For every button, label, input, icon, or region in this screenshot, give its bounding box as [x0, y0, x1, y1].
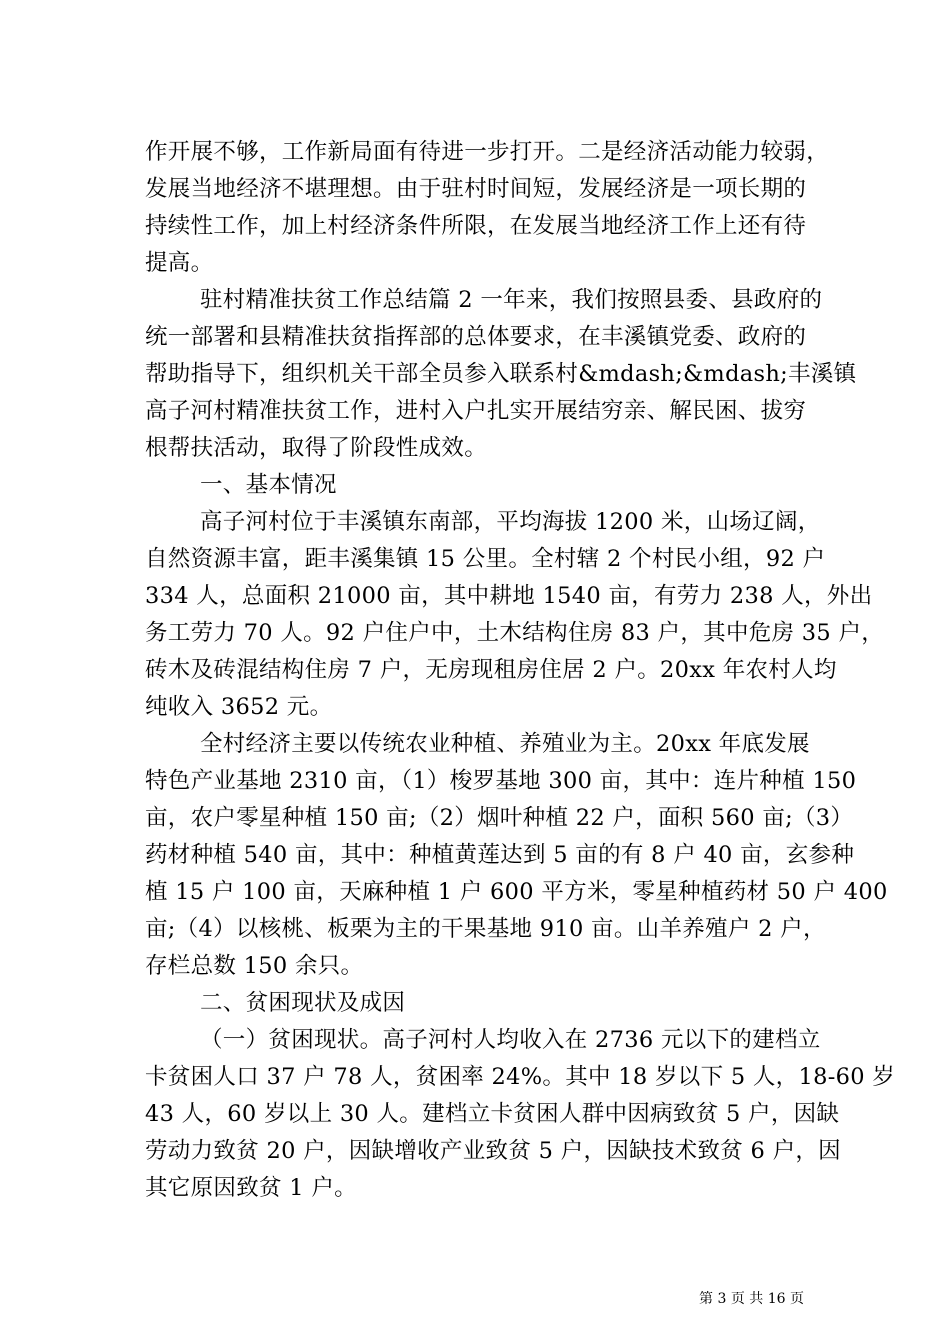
- section-heading: 二、贫困现状及成因: [200, 990, 406, 1016]
- text-line: 发展当地经济不堪理想。由于驻村时间短，发展经济是一项长期的: [145, 176, 807, 202]
- text-line: 其它原因致贫 1 户。: [145, 1175, 357, 1201]
- text-line: （一）贫困现状。高子河村人均收入在 2736 元以下的建档立: [200, 1027, 821, 1053]
- text-line: 334 人，总面积 21000 亩，其中耕地 1540 亩，有劳力 238 人，外出: [145, 583, 873, 609]
- text-line: 提高。: [145, 250, 214, 276]
- text-line: 植 15 户 100 亩，天麻种植 1 户 600 平方米，零星种植药材 50 户 400: [145, 879, 888, 905]
- section-heading: 一、基本情况: [200, 472, 337, 498]
- text-line: 亩;（4）以核桃、板栗为主的干果基地 910 亩。山羊养殖户 2 户，: [145, 916, 826, 942]
- text-line: 作开展不够，工作新局面有待进一步打开。二是经济活动能力较弱，: [145, 139, 830, 165]
- text-line: 持续性工作，加上村经济条件所限，在发展当地经济工作上还有待: [145, 213, 807, 239]
- text-line: 砖木及砖混结构住房 7 户，无房现租房住居 2 户。20xx 年农村人均: [145, 657, 837, 683]
- text-line: 帮助指导下，组织机关干部全员参入联系村&mdash;&mdash;丰溪镇: [145, 361, 857, 387]
- text-line: 驻村精准扶贫工作总结篇 2 一年来，我们按照县委、县政府的: [200, 287, 823, 313]
- text-line: 亩，农户零星种植 150 亩;（2）烟叶种植 22 户，面积 560 亩;（3）: [145, 805, 854, 831]
- text-line: 存栏总数 150 余只。: [145, 953, 364, 979]
- text-line: 药材种植 540 亩，其中：种植黄莲达到 5 亩的有 8 户 40 亩，玄参种: [145, 842, 855, 868]
- text-line: 统一部署和县精准扶贫指挥部的总体要求，在丰溪镇党委、政府的: [145, 324, 807, 350]
- text-line: 全村经济主要以传统农业种植、养殖业为主。20xx 年底发展: [200, 731, 810, 757]
- text-line: 根帮扶活动，取得了阶段性成效。: [145, 435, 488, 461]
- text-line: 务工劳力 70 人。92 户住户中，土木结构住房 83 户，其中危房 35 户，: [145, 620, 885, 646]
- page-number: 第 3 页 共 16 页: [699, 1291, 804, 1307]
- text-line: 高子河村精准扶贫工作，进村入户扎实开展结穷亲、解民困、拔穷: [145, 398, 807, 424]
- text-line: 卡贫困人口 37 户 78 人，贫困率 24%。其中 18 岁以下 5 人，18-60 岁: [145, 1064, 896, 1090]
- text-line: 高子河村位于丰溪镇东南部，平均海拔 1200 米，山场辽阔，: [200, 509, 821, 535]
- text-line: 自然资源丰富，距丰溪集镇 15 公里。全村辖 2 个村民小组，92 户: [145, 546, 826, 572]
- text-line: 劳动力致贫 20 户，因缺增收产业致贫 5 户，因缺技术致贫 6 户，因: [145, 1138, 841, 1164]
- text-line: 纯收入 3652 元。: [145, 694, 333, 720]
- text-line: 43 人，60 岁以上 30 人。建档立卡贫困人群中因病致贫 5 户，因缺: [145, 1101, 840, 1127]
- text-line: 特色产业基地 2310 亩，（1）梭罗基地 300 亩，其中：连片种植 150: [145, 768, 857, 794]
